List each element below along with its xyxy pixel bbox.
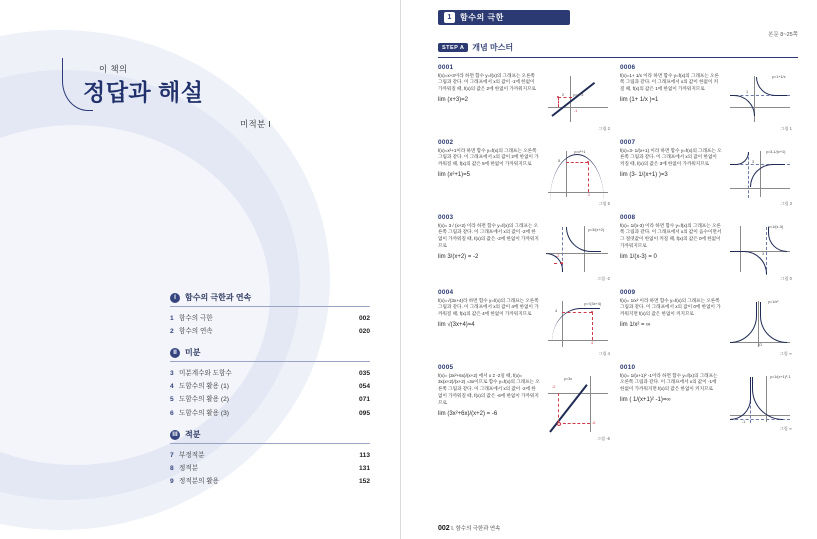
figure xyxy=(544,223,610,282)
divider xyxy=(170,306,370,307)
figure xyxy=(726,148,792,207)
cover-pretitle: 이 책의 xyxy=(99,64,128,74)
solution-number: 0003 xyxy=(438,213,454,221)
cover-title: 정답과 해설 xyxy=(83,79,204,105)
toc-item-number: 8 xyxy=(170,464,174,472)
solution-item xyxy=(438,139,610,207)
solution-equation: lim √(3x+4)=4 xyxy=(438,322,475,329)
toc-item-page: 131 xyxy=(358,464,370,472)
solution-equation: lim (1+ 1/x )=1 xyxy=(620,97,659,104)
solution-number: 0002 xyxy=(438,138,454,146)
figure xyxy=(726,373,792,432)
divider xyxy=(438,57,798,58)
figure-caption: 그림 -6 xyxy=(597,435,610,441)
toc-item-page: 071 xyxy=(358,396,370,404)
graph-line-rising: y=x+3 -1 2 xyxy=(544,73,610,125)
solution-text: f(x)=x²+1이라 하면 함수 y=f(x)의 그래프는 오른쪽 그림과 같다. 이 그래프에서 x의 값이 2에 한없이 가까워질 때, f(x)의 값은 5에 한없이 가까워지므로 lim (x²+1)=5 xyxy=(438,148,540,207)
solution-equation: lim (3- 1/(x+1) )=3 xyxy=(620,172,668,179)
graph-hyperbola-asym3: y=3-1/(x+1) 3 xyxy=(726,148,792,200)
toc-item-number: 9 xyxy=(170,478,174,486)
list-item[interactable] xyxy=(170,310,370,323)
step-heading xyxy=(438,42,513,53)
figure xyxy=(544,298,610,357)
toc-item-label: 도함수의 활용 (1) xyxy=(179,383,229,391)
list-item[interactable] xyxy=(170,392,370,405)
figure-caption: 그림 ∞ xyxy=(779,350,792,356)
chapter-page-range: 본문 8~25쪽 xyxy=(768,32,798,38)
solution-number: 0009 xyxy=(620,288,636,296)
step-label: 개념 마스터 xyxy=(472,43,514,52)
toc-group-label: 적분 xyxy=(185,430,201,440)
toc-item-label: 정적분 xyxy=(179,464,199,472)
toc-item-number: 1 xyxy=(170,314,174,322)
divider xyxy=(170,361,370,362)
toc-item-label: 부정적분 xyxy=(179,451,205,459)
chapter-title: 함수의 극한 xyxy=(460,13,504,22)
solution-equation: lim 1/(x-3) = 0 xyxy=(620,254,657,261)
solution-item xyxy=(438,214,610,282)
figure xyxy=(726,223,792,282)
solution-item xyxy=(620,364,792,432)
solution-item xyxy=(438,64,610,132)
solution-equation: lim ( 1/(x+1)² -1)=∞ xyxy=(620,397,671,404)
solution-equation: lim 3/(x+2) = -2 xyxy=(438,254,479,261)
table-of-contents xyxy=(170,292,370,498)
toc-item-label: 도함수의 활용 (2) xyxy=(179,396,229,404)
graph-hyperbola-right: y=1+1/x 1 xyxy=(726,73,792,125)
solution-item xyxy=(438,364,610,442)
list-item[interactable] xyxy=(170,323,370,336)
figure xyxy=(726,298,792,357)
list-item[interactable] xyxy=(170,365,370,378)
toc-item-page: 152 xyxy=(358,478,370,486)
graph-inverse-square-shifted: y=1/(x+1)²-1 -1 xyxy=(726,373,792,425)
graph-line-hole: y=3x -2 -6 xyxy=(544,373,610,435)
solution-item xyxy=(620,214,792,282)
chapter-number: 1 xyxy=(444,12,455,23)
solution-equation: lim 1/x² = ∞ xyxy=(620,322,651,329)
solution-text: f(x)= (3x²+6x)/(x+2) 에서 x ≠ -2일 때, f(x)= 3x(x+2)/(x+2) =3x이므로 함수 y=f(x)의 그래프는 오른쪽 그림과 같다. 이 그래프에서 x의 값이 -2에 한없이 가까워질 때, f(x)의 값은 -6에 한없이 가까워지므로 lim (3x²+6x)/(x+2) = -6 xyxy=(438,373,540,442)
list-item[interactable] xyxy=(170,474,370,487)
graph-sqrt: y=√(3x+4) 4 4 xyxy=(544,298,610,350)
toc-group-label: 함수의 극한과 연속 xyxy=(185,293,252,302)
toc-group-badge: II xyxy=(170,348,180,358)
figure-caption: 그림 1 xyxy=(780,125,792,131)
toc-item-label: 함수의 연속 xyxy=(179,327,213,335)
figure xyxy=(544,73,610,132)
graph-parabola: y=x²+1 5 2 xyxy=(544,148,610,200)
divider xyxy=(170,443,370,444)
solution-item xyxy=(438,289,610,357)
solution-text: f(x)=3- 1/(x+1) 이라 하면 함수 y=f(x)의 그래프는 오른쪽 그림과 같다. 이 그래프에서 x의 값이 한없이 커질 때, f(x)의 값은 3에 한없이 가까워지므로 lim (3- 1/(x+1) )=3 xyxy=(620,148,722,207)
toc-group xyxy=(170,347,370,418)
solution-text: f(x)=1+ 1/x 이라 하면 함수 y=f(x)의 그래프는 오른쪽 그림과 같다. 이 그래프에서 x의 값이 한없이 커질 때, f(x)의 값은 1에 한없이 가까워지므로 lim (1+ 1/x )=1 xyxy=(620,73,722,132)
solution-number: 0001 xyxy=(438,63,454,71)
toc-item-label: 미분계수와 도함수 xyxy=(179,369,232,377)
figure xyxy=(726,73,792,132)
figure-caption: 그림 ∞ xyxy=(779,425,792,431)
solution-text: f(x)=√(3x+4)라 하면 함수 y=f(x)의 그래프는 오른쪽 그림과 같다. 이 그래프에서 x의 값이 4에 한없이 가까워질 때, f(x)의 값은 4에 한없이 가까워지므로 lim √(3x+4)=4 xyxy=(438,298,540,357)
solution-number: 0010 xyxy=(620,363,636,371)
toc-group-label: 미분 xyxy=(185,348,201,358)
toc-item-number: 5 xyxy=(170,396,174,404)
figure-caption: 그림 3 xyxy=(780,200,792,206)
graph-hyperbola-shift3: y=1/(x-3) 3 xyxy=(726,223,792,275)
solution-text: f(x)= 1/(x+1)² -1이라 하면 함수 y=f(x)의 그래프는 오른쪽 그림과 같다. 이 그래프에서 x의 값이 -1에 한없이 가까워지면 f(x)의 값은 한없이 커지므로 lim ( 1/(x+1)² -1)=∞ xyxy=(620,373,722,432)
toc-item-label: 도함수의 활용 (3) xyxy=(179,409,229,417)
toc-item-number: 4 xyxy=(170,383,174,391)
graph-inverse-square: y=1/x² O xyxy=(726,298,792,350)
solution-number: 0004 xyxy=(438,288,454,296)
figure-caption: 그림 2 xyxy=(598,125,610,131)
solution-number: 0006 xyxy=(620,63,636,71)
list-item[interactable] xyxy=(170,460,370,473)
toc-item-page: 095 xyxy=(358,409,370,417)
toc-group xyxy=(170,429,370,487)
cover-page xyxy=(0,0,400,539)
list-item[interactable] xyxy=(170,447,370,460)
solution-page xyxy=(438,10,798,530)
toc-item-number: 3 xyxy=(170,369,174,377)
toc-item-page: 020 xyxy=(358,327,370,335)
column-left xyxy=(438,64,610,449)
graph-hyperbola-left: y=3/(x+2) -2 xyxy=(544,223,610,275)
solution-item xyxy=(620,289,792,357)
toc-group xyxy=(170,292,370,336)
toc-item-label: 함수의 극한 xyxy=(179,314,213,322)
step-badge: STEP A xyxy=(438,43,468,52)
solution-number: 0005 xyxy=(438,363,454,371)
list-item[interactable] xyxy=(170,379,370,392)
toc-item-page: 035 xyxy=(358,369,370,377)
solution-equation: lim (x²+1)=5 xyxy=(438,172,471,179)
toc-group-badge: I xyxy=(170,293,180,303)
toc-group-badge: III xyxy=(170,430,180,440)
figure-caption: 그림 0 xyxy=(780,275,792,281)
toc-item-number: 2 xyxy=(170,327,174,335)
toc-item-label: 정적분의 활용 xyxy=(179,478,220,486)
chapter-header xyxy=(438,10,570,25)
solution-text: f(x)= 1/x² 이라 하면 함수 y=f(x)의 그래프는 오른쪽 그림과 같다. 이 그래프에서 x의 값이 0에 한없이 가까워지면 f(x)의 값은 한없이 커지므로 lim 1/x² = ∞ xyxy=(620,298,722,357)
figure-caption: 그림 -2 xyxy=(597,275,610,281)
solution-equation: lim (x+3)=2 xyxy=(438,97,469,104)
solution-text: f(x)=x+3이라 하면 함수 y=f(x)의 그래프는 오른쪽 그림과 같다. 이 그래프에서 x의 값이 -1에 한없이 가까워질 때, f(x)의 값은 2에 한없이 가까워지므로 lim (x+3)=2 xyxy=(438,73,540,132)
solution-item xyxy=(620,64,792,132)
solution-item xyxy=(620,139,792,207)
solution-number: 0008 xyxy=(620,213,636,221)
solution-text: f(x)= 3 / (x+2) 이라 하면 함수 y=f(x)의 그래프는 오른쪽 그림과 같다. 이 그래프에서 x의 값이 -2에 한없이 가까워질 때, f(x)의 값은 -2에 한없이 가까워지므로 lim 3/(x+2) = -2 xyxy=(438,223,540,282)
footer-page-number: 002 xyxy=(438,525,450,532)
solution-equation: lim (3x²+6x)/(x+2) = -6 xyxy=(438,411,498,418)
toc-item-page: 113 xyxy=(359,451,370,459)
figure-caption: 그림 5 xyxy=(598,200,610,206)
figure-caption: 그림 4 xyxy=(598,350,610,356)
two-column-body xyxy=(438,64,798,449)
column-right xyxy=(620,64,792,449)
toc-item-page: 054 xyxy=(358,383,370,391)
footer-chapter-label: I. 함수의 극한과 연속 xyxy=(451,526,501,532)
list-item[interactable] xyxy=(170,405,370,418)
solution-text: f(x)= 1/(x-3) 이라 하면 함수 y=f(x)의 그래프는 오른쪽 그림과 같다. 이 그래프에서 x의 값이 음수이면서 그 절댓값이 한없이 커질 때, f(x)의 값은 0에 한없이 가까워지므로 lim 1/(x-3) = 0 xyxy=(620,223,722,282)
toc-item-number: 7 xyxy=(170,451,174,459)
page-footer xyxy=(438,524,500,532)
toc-item-page: 002 xyxy=(358,314,370,322)
page-gutter xyxy=(400,0,401,539)
cover-subtitle: 미적분 I xyxy=(240,119,271,129)
figure xyxy=(544,148,610,207)
solution-number: 0007 xyxy=(620,138,636,146)
figure xyxy=(544,373,610,442)
toc-item-number: 6 xyxy=(170,409,174,417)
